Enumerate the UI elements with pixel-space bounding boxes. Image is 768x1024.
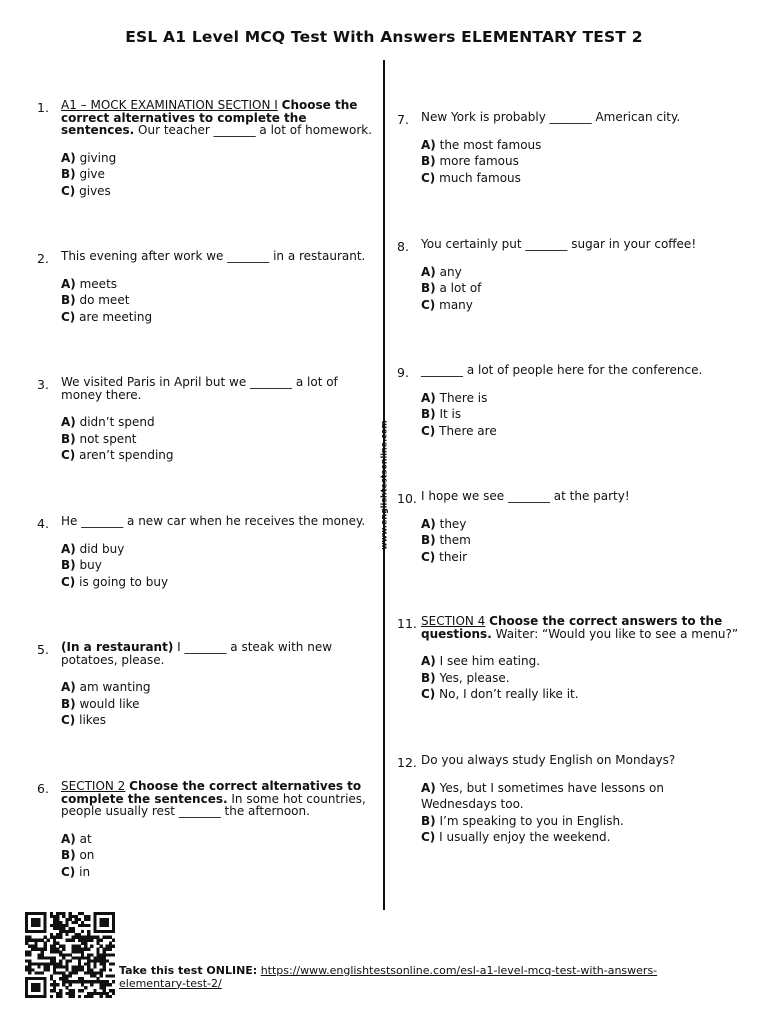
option-text: they: [439, 516, 467, 531]
option-letter: C): [421, 297, 436, 312]
answer-option[interactable]: [61, 431, 381, 448]
answer-options: [421, 780, 741, 846]
option-letter: A): [421, 654, 436, 668]
question-stem: [61, 250, 381, 263]
answer-option[interactable]: [61, 864, 381, 881]
question-6: [37, 779, 381, 880]
answer-options: [61, 831, 381, 881]
question-number: 8.: [397, 239, 409, 254]
question-text: Waiter: “Would you like to see a menu?”: [495, 626, 739, 641]
question-11: [397, 614, 741, 703]
answer-option[interactable]: [61, 541, 381, 558]
option-text: would like: [79, 696, 140, 711]
option-text: do meet: [79, 293, 130, 307]
option-text: am wanting: [79, 680, 151, 694]
section-heading: A1 – MOCK EXAMINATION SECTION I: [61, 98, 278, 112]
option-letter: B): [61, 558, 76, 572]
question-number: 7.: [397, 112, 409, 127]
answer-option[interactable]: [61, 166, 381, 183]
answer-option[interactable]: [421, 549, 741, 566]
question-7: [397, 110, 741, 186]
answer-option[interactable]: [421, 153, 741, 170]
option-letter: A): [61, 680, 76, 694]
option-letter: C): [61, 713, 76, 727]
question-number: 1.: [37, 100, 49, 115]
answer-option[interactable]: [421, 423, 741, 440]
option-letter: A): [421, 390, 436, 405]
option-letter: B): [421, 154, 436, 168]
option-text: There are: [439, 423, 497, 438]
question-text: He _______ a new car when he receives the money.: [61, 514, 366, 528]
answer-options: [61, 541, 381, 591]
answer-option[interactable]: [421, 670, 741, 687]
question-stem: [61, 376, 381, 401]
option-letter: C): [421, 830, 436, 844]
option-text: more famous: [439, 154, 519, 168]
option-text: likes: [79, 713, 106, 727]
answer-options: [421, 516, 741, 566]
option-letter: A): [421, 516, 436, 531]
answer-option[interactable]: [421, 297, 741, 314]
question-text: In some hot countries, people usually rest _______ the afternoon.: [61, 791, 366, 818]
option-letter: B): [61, 431, 76, 446]
question-text: I hope we see _______ at the party!: [421, 489, 630, 503]
option-text: give: [79, 167, 105, 181]
answer-option[interactable]: [421, 264, 741, 281]
question-stem: [61, 641, 381, 666]
option-letter: A): [421, 137, 436, 152]
option-text: on: [79, 848, 95, 862]
option-text: gives: [79, 183, 111, 198]
option-text: I usually enjoy the weekend.: [439, 830, 611, 844]
option-text: didn’t spend: [79, 415, 155, 429]
option-text: I’m speaking to you in English.: [439, 813, 624, 828]
answer-option[interactable]: [61, 183, 381, 200]
option-letter: C): [421, 549, 436, 564]
answer-option[interactable]: [421, 813, 741, 830]
answer-option[interactable]: [61, 831, 381, 848]
option-letter: B): [421, 813, 436, 828]
question-stem: [61, 780, 381, 818]
question-number: 4.: [37, 516, 49, 531]
question-12: [397, 753, 741, 846]
question-number: 5.: [37, 642, 49, 657]
section-heading: SECTION 2: [61, 779, 126, 793]
answer-option[interactable]: [421, 516, 741, 533]
question-number: 6.: [37, 781, 49, 796]
option-text: much famous: [439, 170, 521, 185]
question-stem: [421, 754, 741, 767]
question-text: I _______ a steak with new potatoes, please.: [61, 640, 333, 667]
question-context: (In a restaurant): [61, 640, 174, 654]
answer-options: [421, 137, 741, 187]
option-text: not spent: [79, 431, 137, 446]
question-text: Our teacher _______ a lot of homework.: [138, 123, 373, 137]
answer-option[interactable]: [421, 829, 741, 846]
option-text: aren’t spending: [79, 448, 174, 462]
option-text: There is: [439, 390, 488, 405]
option-text: It is: [439, 407, 462, 421]
answer-options: [61, 150, 381, 200]
answer-option[interactable]: [61, 557, 381, 574]
question-number: 12.: [397, 755, 417, 770]
question-4: [37, 514, 381, 590]
answer-option[interactable]: [61, 447, 381, 464]
question-number: 3.: [37, 377, 49, 392]
question-stem: [61, 515, 381, 528]
answer-option[interactable]: [61, 276, 381, 293]
option-text: at: [79, 831, 92, 846]
question-stem: [421, 111, 741, 124]
answer-option[interactable]: [421, 686, 741, 703]
answer-options: [61, 679, 381, 729]
section-instruction: Choose the correct alternatives to complete the sentences.: [61, 779, 362, 806]
question-text: We visited Paris in April but we _______ a lot of money there.: [61, 375, 338, 402]
test-online-link[interactable]: https://www.englishtestsonline.com/esl-a1-level-mcq-test-with-answers-elementary-test-2/: [119, 964, 658, 990]
question-stem: [421, 490, 741, 503]
option-letter: B): [61, 167, 76, 181]
option-text: many: [439, 297, 473, 312]
option-text: their: [439, 549, 468, 564]
option-text: I see him eating.: [439, 654, 541, 668]
section-instruction: Choose the correct alternatives to complete the sentences.: [61, 98, 358, 137]
section-instruction: Choose the correct answers to the questions.: [421, 614, 723, 641]
option-letter: C): [421, 423, 436, 438]
option-letter: B): [61, 696, 76, 711]
answer-option[interactable]: [421, 653, 741, 670]
option-text: meets: [79, 276, 118, 291]
option-text: did buy: [79, 541, 125, 556]
question-1: [37, 98, 381, 199]
question-text: _______ a lot of people here for the conference.: [421, 363, 703, 377]
option-text: giving: [79, 150, 117, 165]
option-letter: A): [61, 276, 76, 291]
option-text: in: [79, 864, 91, 879]
question-3: [37, 375, 381, 464]
question-text: You certainly put _______ sugar in your coffee!: [421, 237, 697, 251]
option-text: No, I don’t really like it.: [439, 687, 579, 701]
question-number: 9.: [397, 365, 409, 380]
question-stem: [421, 615, 741, 640]
option-letter: B): [421, 670, 436, 685]
option-letter: A): [421, 264, 436, 279]
question-number: 10.: [397, 491, 417, 506]
page-title: ESL A1 Level MCQ Test With Answers ELEMENTARY TEST 2: [125, 28, 643, 46]
answer-option[interactable]: [421, 780, 741, 813]
answer-option[interactable]: [421, 532, 741, 549]
qr-code[interactable]: [25, 912, 115, 998]
answer-options: [421, 390, 741, 440]
footer: [119, 965, 679, 990]
question-stem: [421, 364, 741, 377]
answer-option[interactable]: [61, 150, 381, 167]
option-text: Yes, please.: [439, 670, 510, 685]
question-5: [37, 640, 381, 729]
question-stem: [421, 238, 741, 251]
answer-option[interactable]: [61, 679, 381, 696]
question-text: Do you always study English on Mondays?: [421, 753, 676, 767]
question-text: This evening after work we _______ in a restaurant.: [61, 249, 366, 263]
question-8: [397, 237, 741, 313]
answer-options: [61, 276, 381, 326]
option-text: are meeting: [79, 309, 153, 324]
option-letter: C): [421, 170, 436, 185]
answer-option[interactable]: [421, 280, 741, 297]
answer-option[interactable]: [61, 696, 381, 713]
option-letter: B): [61, 848, 76, 862]
section-heading: SECTION 4: [421, 614, 486, 628]
option-letter: B): [421, 407, 436, 421]
option-letter: C): [61, 574, 76, 589]
question-stem: [61, 99, 381, 137]
option-letter: A): [61, 831, 76, 846]
answer-option[interactable]: [421, 137, 741, 154]
option-letter: C): [61, 448, 76, 462]
option-letter: C): [61, 183, 76, 198]
answer-option[interactable]: [61, 309, 381, 326]
option-letter: A): [61, 415, 76, 429]
option-letter: B): [61, 293, 76, 307]
option-text: Yes, but I sometimes have lessons on Wednesdays too.: [421, 780, 664, 811]
side-watermark-url: www.englishtestsonline.com: [379, 420, 389, 550]
option-text: is going to buy: [79, 574, 169, 589]
question-2: [37, 249, 381, 325]
answer-option[interactable]: [61, 292, 381, 309]
answer-option[interactable]: [421, 390, 741, 407]
option-text: a lot of: [439, 281, 482, 295]
option-letter: C): [61, 309, 76, 324]
option-letter: A): [61, 150, 76, 165]
answer-options: [421, 653, 741, 703]
answer-option[interactable]: [61, 574, 381, 591]
answer-option[interactable]: [61, 712, 381, 729]
footer-lead: Take this test ONLINE:: [119, 964, 258, 977]
option-letter: C): [61, 864, 76, 879]
question-10: [397, 489, 741, 565]
answer-option[interactable]: [61, 847, 381, 864]
answer-options: [61, 414, 381, 464]
option-text: buy: [79, 558, 102, 572]
option-text: any: [439, 264, 462, 279]
option-letter: B): [421, 281, 436, 295]
answer-option[interactable]: [421, 406, 741, 423]
question-text: New York is probably _______ American city.: [421, 110, 681, 124]
option-text: them: [439, 533, 471, 547]
option-letter: A): [61, 541, 76, 556]
option-letter: C): [421, 687, 436, 701]
answer-option[interactable]: [61, 414, 381, 431]
option-text: the most famous: [439, 137, 542, 152]
answer-option[interactable]: [421, 170, 741, 187]
question-number: 2.: [37, 251, 49, 266]
option-letter: A): [421, 780, 436, 795]
answer-options: [421, 264, 741, 314]
option-letter: B): [421, 533, 436, 547]
question-9: [397, 363, 741, 439]
question-number: 11.: [397, 616, 417, 631]
